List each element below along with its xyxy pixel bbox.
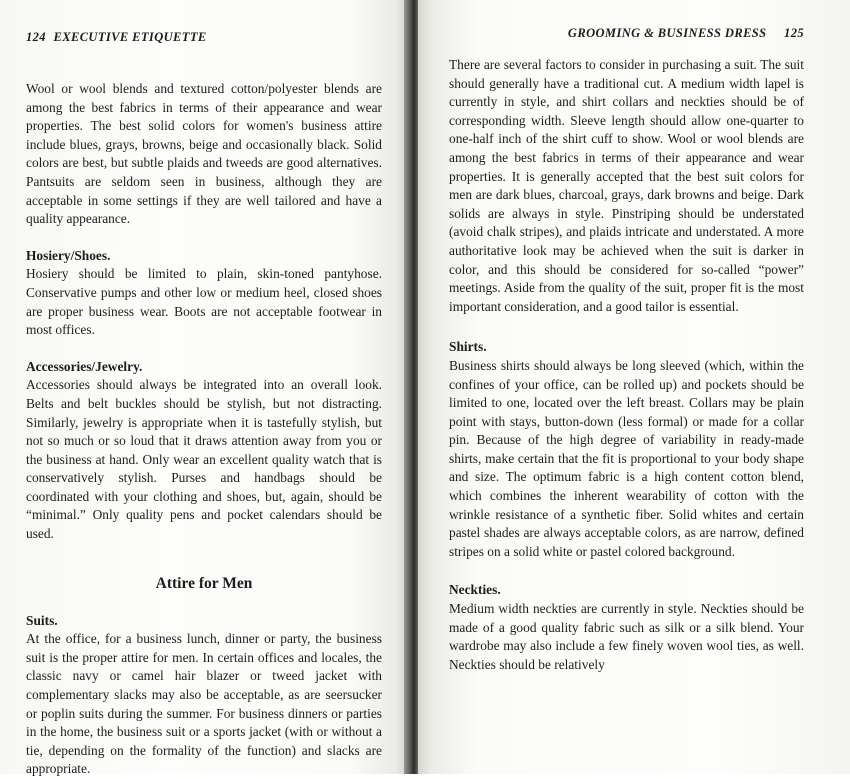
shirts-heading: Shirts. — [449, 339, 487, 355]
suits-heading: Suits. — [26, 612, 58, 628]
neckties-paragraph: Medium width neckties are currently in style. Neckties should be made of a good quality fabric such as silk or a silk blend. Your wardrobe may also include a few finely woven wool ties, as well. Neckties should be relatively — [449, 601, 804, 672]
left-intro-paragraph: Wool or wool blends and textured cotton/polyester blends are among the best fabrics in terms of their appearance and wear properties. The best solid colors for women's business attire include blues, grays, browns, beige and occasionally black. Solid colors are best, but subtle plaids and tweeds are good alternatives. Pantsuits are seldom seen in business, although they are acceptable in some settings if they are well tailored and have a quality appearance. — [26, 81, 382, 227]
suits-paragraph: At the office, for a business lunch, dinner or party, the business suit is the proper attire for men. In certain offices and locales, the classic navy or camel hair blazer or tweed jacket with complementary slacks may also be acceptable, as are seersucker or poplin suits during the summer. For business dinners or parties in the home, the business suit or a sports jacket (with or without a tie, depending on the formality of the function) and slacks are appropriate. — [26, 631, 382, 777]
right-running-head — [449, 24, 804, 42]
right-intro-paragraph: There are several factors to consider in purchasing a suit. The suit should generally have a traditional cut. A medium width lapel is currently in style, and shirt collars and neckties should be of corresponding width. Sleeve length should allow one-quarter to one-half inch of the shirt cuff to show. Wool or wool blends are among the best fabrics in terms of their appearance and wear properties. It is generally accepted that the best suit colors for men are dark blues, charcoal, grays, dark browns and beige. Dark solids are always in style. Pinstriping should be understated (avoid chalk stripes), and plaids intricate and understated. A more authoritative look may be achieved when the suit is darker in color, and this should be considered for so-called “power” meetings. Aside from the quality of the suit, proper fit is the most important consideration, and a good tailor is essential. — [449, 57, 804, 314]
right-page — [418, 0, 850, 774]
left-page-number: 124 — [26, 30, 46, 44]
accessories-heading: Accessories/Jewelry. — [26, 358, 143, 374]
attire-for-men-title: Attire for Men — [155, 574, 253, 592]
neckties-heading: Neckties. — [449, 582, 501, 598]
left-running-head — [26, 28, 382, 46]
hosiery-heading: Hosiery/Shoes. — [26, 247, 111, 263]
right-page-number: 125 — [784, 26, 804, 40]
shirts-paragraph: Business shirts should always be long sleeved (which, within the confines of your office, can be rolled up) and pockets should be limited to one, located over the left breast. Collars may be plain point with stays, button-down (less formal) or made for a collar pin. Because of the high degree of variability in ready-made shirts, make certain that the fit is proportional to your body shape and size. The optimum fabric is a high content cotton blend, which combines the inherent wearability of cotton with the wrinkle resistance of a synthetic fiber. Solid whites and certain pastel shades are always acceptable colors, as are narrow, defined stripes on a solid white or pastel colored background. — [449, 357, 804, 559]
left-running-head-title: EXECUTIVE ETIQUETTE — [53, 30, 207, 44]
left-page — [0, 0, 408, 777]
hosiery-paragraph: Hosiery should be limited to plain, skin-toned pantyhose. Conservative pumps and other low or medium heel, closed shoes are proper business wear. Boots are not acceptable footwear in most offices. — [26, 266, 382, 338]
right-running-head-title: GROOMING & BUSINESS DRESS — [567, 26, 767, 40]
accessories-paragraph: Accessories should always be integrated into an overall look. Belts and belt buckles should be stylish, but not distracting. Similarly, jewelry is appropriate when it is tastefully stylish, but not so much or so loud that it draws attention away from you or the business at hand. Only wear an excellent quality watch that is conservatively stylish. Purses and handbags should be coordinated with your clothing and shoes, but, again, should be “minimal.” Only quality pens and pocket calendars should be used. — [26, 377, 382, 542]
